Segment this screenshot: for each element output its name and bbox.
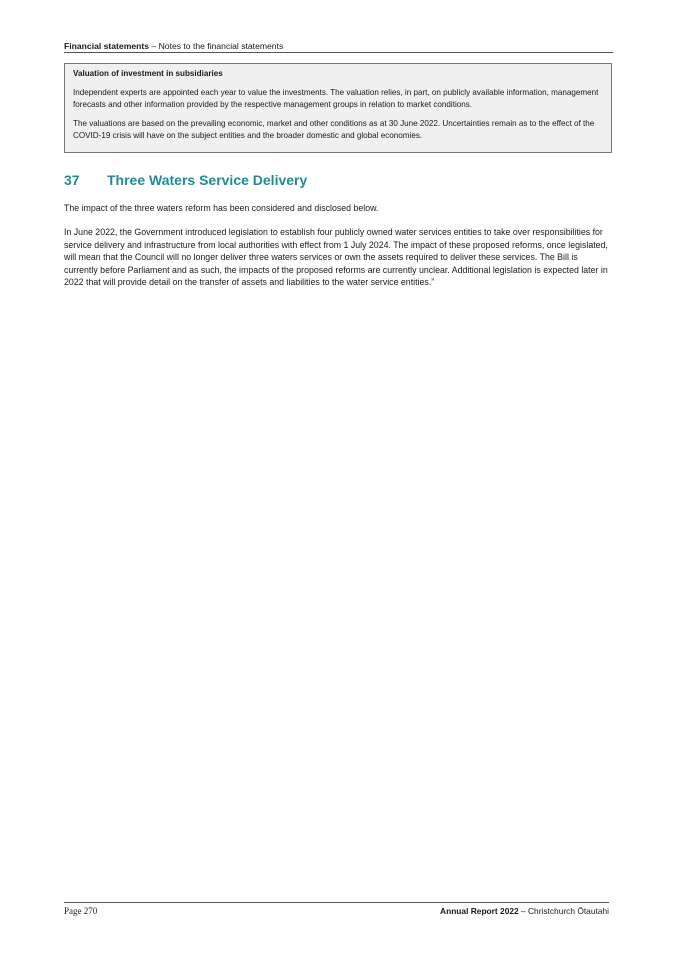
header-divider bbox=[64, 52, 613, 53]
header-section: Financial statements bbox=[64, 41, 150, 51]
running-footer bbox=[440, 905, 609, 917]
valuation-note-box bbox=[64, 63, 612, 153]
section-heading bbox=[64, 171, 613, 189]
footer-organisation: Christchurch Ōtautahi bbox=[528, 906, 609, 916]
body-paragraph: In June 2022, the Government introduced legislation to establish four publicly owned water services entities to take over responsibilities for service delivery and infrastructure from local authorities with effect from 1 July 2024. The impact of these proposed reforms, once legislated, will mean that the Council will no longer deliver three waters services or own the assets required to deliver these services. The Bill is currently before Parliament and as such, the impacts of the proposed reforms are currently unclear. Additional legislation is expected later in 2022 that will provide detail on the transfer of assets and liabilities to the water service entities.” bbox=[64, 227, 608, 288]
section-body bbox=[64, 202, 613, 300]
note-box-paragraph: Independent experts are appointed each year to value the investments. The valuation relies, in part, on publicly available information, management forecasts and other information provided by the respective management groups in relation to market conditions. bbox=[73, 88, 599, 109]
section-title: Three Waters Service Delivery bbox=[107, 172, 308, 188]
note-box-title: Valuation of investment in subsidiaries bbox=[73, 69, 223, 78]
footer-separator: – bbox=[518, 906, 528, 916]
body-paragraph: The impact of the three waters reform has been considered and disclosed below. bbox=[64, 203, 379, 213]
footer-divider bbox=[64, 902, 609, 903]
header-separator: – bbox=[149, 41, 159, 51]
header-subsection: Notes to the financial statements bbox=[158, 41, 284, 51]
section-number: 37 bbox=[64, 172, 80, 188]
footer-report-title: Annual Report 2022 bbox=[440, 906, 519, 916]
page-number: Page 270 bbox=[64, 906, 98, 916]
note-box-paragraph: The valuations are based on the prevailing economic, market and other conditions as at 30 June 2022. Uncertainties remain as to the effect of the COVID-19 crisis will have on the subject entities and the broader domestic and global economies. bbox=[73, 119, 595, 140]
running-header bbox=[64, 40, 613, 52]
